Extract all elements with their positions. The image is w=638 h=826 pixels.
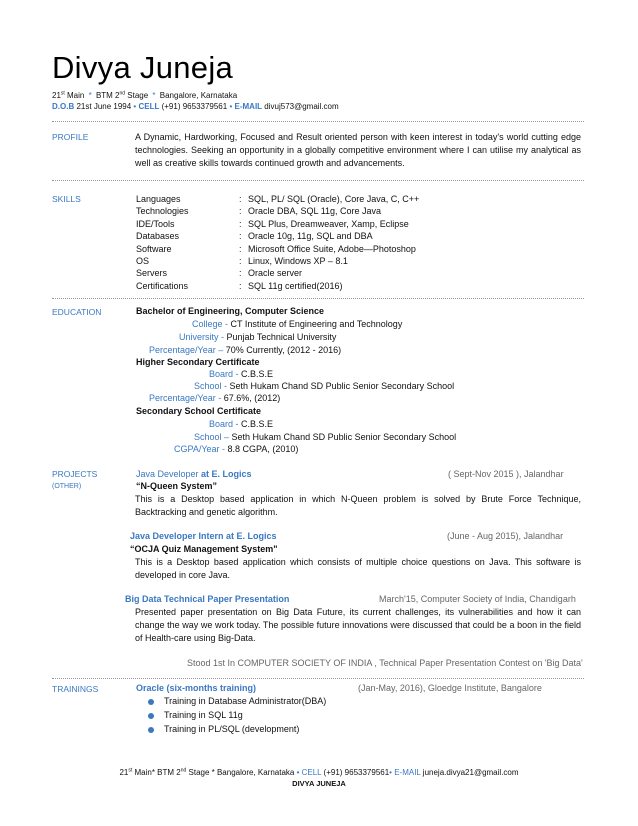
dob-value: 21st June 1994 (76, 102, 132, 111)
project-1-desc: This is a Desktop based application in which N-Queen problem is solved by Brute Force Technique, Backtracking and genetic algorithm. (135, 494, 581, 517)
project-1-role: Java Developer at E. Logics (136, 469, 252, 479)
project-2-role: Java Developer Intern at E. Logics (130, 531, 277, 541)
skill-key: Languages (136, 194, 181, 204)
divider (52, 678, 584, 679)
email-value[interactable]: divuj573@gmail.com (264, 102, 339, 111)
divider (52, 180, 584, 181)
skill-key: Software (136, 243, 172, 254)
skill-value: Oracle server (248, 268, 303, 279)
project-3-date: March'15, Computer Society of India, Chandigarh (379, 594, 576, 604)
section-heading-education: EDUCATION (52, 307, 102, 317)
section-heading-trainings: TRAININGS (52, 684, 99, 694)
footer-contact: 21st Main* BTM 2nd Stage * Bangalore, Karnataka • CELL (+91) 9653379561• E-MAIL juneja.divya21@gmail.com (119, 767, 519, 777)
training-item: Training in PL/SQL (development) (164, 724, 300, 734)
hsc-board-line: Board - C.B.S.E (209, 369, 274, 379)
candidate-name: Divya Juneja (52, 50, 234, 85)
skill-value: SQL, PL/ SQL (Oracle), Core Java, C, C++ (248, 194, 420, 204)
profile-text: A Dynamic, Hardworking, Focused and Result oriented person with keen interest in today's world cutting edge technologies. Seeking an opportunity in a globally competitive environment where I can utilise my analytical as well as creative skills towards continued growth and advancements. (135, 132, 581, 168)
skill-colon: : (239, 206, 242, 217)
bullet-icon (148, 699, 154, 705)
training-title: Oracle (six-months training) (136, 683, 257, 693)
skill-value: Oracle 10g, 11g, SQL and DBA (248, 231, 373, 242)
divider (52, 121, 584, 122)
project-2-title: “OCJA Quiz Management System" (130, 544, 278, 554)
project-3-role: Big Data Technical Paper Presentation (125, 594, 290, 604)
skill-value: SQL 11g certified(2016) (248, 280, 343, 291)
cell-value: (+91) 9653379561 (161, 102, 228, 111)
ssc-board-line: Board - C.B.S.E (209, 419, 274, 429)
email-label: E-MAIL (234, 102, 263, 111)
skill-value: SQL Plus, Dreamweaver, Xamp, Eclipse (248, 218, 409, 229)
skill-colon: : (239, 256, 242, 266)
project-1-date: ( Sept-Nov 2015 ), Jalandhar (448, 469, 564, 479)
skill-colon: : (239, 243, 242, 254)
skill-key: Certifications (136, 280, 189, 291)
hsc-percentage-line: Percentage/Year - 67.6%, (2012) (149, 393, 281, 403)
skill-value: Linux, Windows XP – 8.1 (248, 256, 348, 266)
address-line: 21st Main * BTM 2nd Stage * Bangalore, Karnataka (52, 90, 238, 100)
bullet-icon (148, 713, 154, 719)
ssc-cgpa-line: CGPA/Year - 8.8 CGPA, (2010) (174, 444, 299, 454)
section-heading-projects: PROJECTS (52, 469, 98, 479)
skill-key: Databases (136, 231, 180, 242)
project-2-date: (June - Aug 2015), Jalandhar (447, 531, 564, 541)
skill-value: Oracle DBA, SQL 11g, Core Java (248, 206, 382, 217)
skill-colon: : (239, 280, 242, 291)
project-2-desc: This is a Desktop based application which consists of multiple choice questions on Java. This software is developed in core Java. (135, 557, 581, 580)
skill-colon: : (239, 231, 242, 242)
cell-label: CELL (138, 102, 160, 111)
university-line: University - Punjab Technical University (179, 332, 337, 342)
skill-key: IDE/Tools (136, 218, 175, 229)
skill-colon: : (239, 218, 242, 229)
section-heading-profile: PROFILE (52, 132, 89, 142)
dob-label: D.O.B (52, 102, 75, 111)
skill-key: Technologies (136, 206, 189, 217)
project-3-desc: Presented paper presentation on Big Data Future, its current challenges, its vulnerabilities and how it can change the way we work today. The possible future innovations were discussed that could be a boon in the field of Health-care using Big-Data. (135, 607, 581, 643)
bullet-icon (148, 727, 154, 733)
project-3-note: Stood 1st In COMPUTER SOCIETY OF INDIA , Technical Paper Presentation Contest on 'Big Data' (187, 658, 583, 668)
project-1-title: “N-Queen System” (136, 481, 218, 491)
degree-title: Bachelor of Engineering, Computer Science (136, 306, 325, 316)
training-item: Training in Database Administrator(DBA) (164, 696, 327, 706)
be-percentage-line: Percentage/Year – 70% Currently, (2012 - 2016) (149, 345, 342, 355)
footer-name: DIVYA JUNEJA (292, 779, 346, 788)
section-subheading-other: (OTHER) (52, 483, 82, 490)
hsc-title: Higher Secondary Certificate (136, 357, 260, 367)
ssc-title: Secondary School Certificate (136, 406, 262, 416)
contact-line: D.O.B 21st June 1994 • CELL (+91) 9653379561 • E-MAIL divuj573@gmail.com (52, 102, 339, 111)
skill-colon: : (239, 194, 242, 204)
ssc-school-line: School – Seth Hukam Chand SD Public Senior Secondary School (194, 432, 457, 442)
training-date: (Jan-May, 2016), Gloedge Institute, Bangalore (358, 683, 542, 693)
skill-colon: : (239, 268, 242, 279)
skill-value: Microsoft Office Suite, Adobe—Photoshop (248, 243, 416, 254)
college-line: College - CT Institute of Engineering and Technology (192, 319, 403, 329)
hsc-school-line: School - Seth Hukam Chand SD Public Senior Secondary School (194, 381, 455, 391)
training-item: Training in SQL 11g (164, 710, 243, 720)
divider (52, 298, 584, 299)
skill-key: OS (136, 256, 150, 266)
skill-key: Servers (136, 268, 168, 279)
section-heading-skills: SKILLS (52, 194, 81, 204)
